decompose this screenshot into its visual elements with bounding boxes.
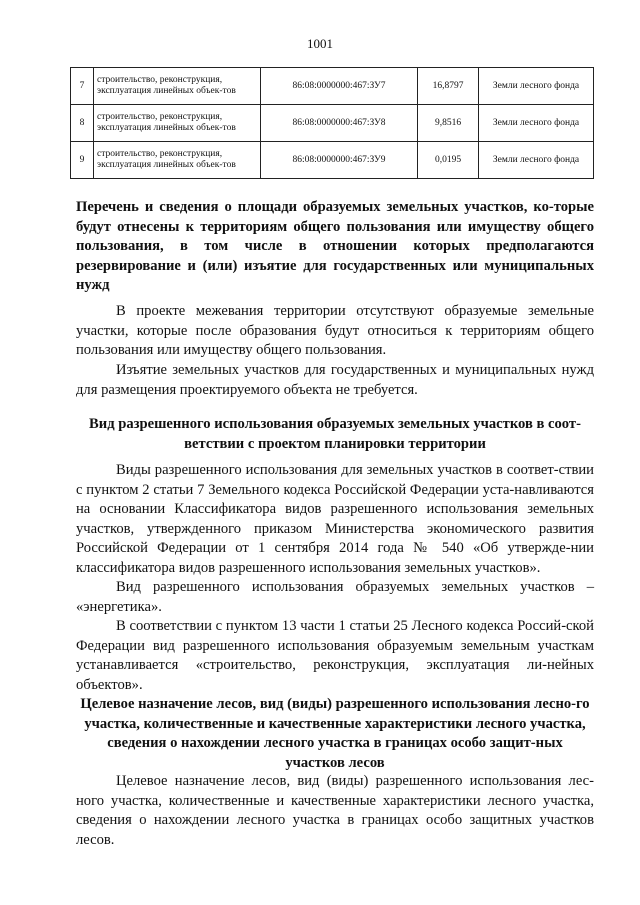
row-number: 7 <box>71 68 94 105</box>
paragraph-forest-purpose: Целевое назначение лесов, вид (виды) разрешенного использования лес-ного участка, количественные и качественные характеристики лесного участка, сведения о нахождении лесного участка в границах особо защитных участков лесов. <box>76 773 594 848</box>
paragraph-forest-code: В соответствии с пунктом 13 части 1 статьи 25 Лесного кодекса Россий-ской Федерации вид разрешенного использования образуемым земельным участкам устанавливается «строительство, реконструкция, эксплуатация ли-нейных объектов». <box>76 618 594 693</box>
table-row <box>71 68 594 105</box>
table-row <box>71 105 594 142</box>
row-number: 8 <box>71 105 94 142</box>
land-category-cell: Земли лесного фонда <box>479 142 594 179</box>
paragraph-classifier: Виды разрешенного использования для земельных участков в соответ-ствии с пунктом 2 статьи 7 Земельного кодекса Российской Федерации уста-навливаются на основании Классификатора видов разрешенного использования земельных участков, утвержденного приказом Министерства экономического развития Российской Федерации от 1 сентября 2014 года № 540 «Об утвержде-нии классификатора видов разрешенного использования земельных участков». <box>76 462 594 576</box>
page-number: 1001 <box>307 36 333 51</box>
paragraph-no-seizure: Изъятие земельных участков для государственных и муниципальных нужд для размещения проектируемого объекта не требуется. <box>76 362 594 398</box>
permitted-use-cell: строительство, реконструкция, эксплуатация линейных объек-тов <box>94 105 261 142</box>
paragraph-energy-use: Вид разрешенного использования образуемых земельных участков – «энергетика». <box>76 579 594 615</box>
land-category-cell: Земли лесного фонда <box>479 105 594 142</box>
row-number: 9 <box>71 142 94 179</box>
permitted-use-cell: строительство, реконструкция, эксплуатация линейных объек-тов <box>94 68 261 105</box>
parcels-table <box>70 67 594 179</box>
paragraph-no-public-parcels: В проекте межевания территории отсутствуют образуемые земельные участки, которые после образования будут относиться к территориям общего пользования или имуществу общего пользования. <box>76 303 594 358</box>
cadastral-number-cell: 86:08:0000000:467:ЗУ8 <box>261 105 418 142</box>
area-cell: 9,8516 <box>418 105 479 142</box>
area-cell: 0,0195 <box>418 142 479 179</box>
section-title-permitted-use: Вид разрешенного использования образуемых земельных участков в соот-ветствии с проектом планировки территории <box>89 416 581 452</box>
land-category-cell: Земли лесного фонда <box>479 68 594 105</box>
cadastral-number-cell: 86:08:0000000:467:ЗУ9 <box>261 142 418 179</box>
section-title-public-use-parcels: Перечень и сведения о площади образуемых земельных участков, ко-торые будут отнесены к территориям общего пользования или имуществу общего пользования, в том числе в отношении которых предполагаются резервирование и (или) изъятие для государственных или муниципальных нужд <box>76 199 594 293</box>
table-row <box>71 142 594 179</box>
permitted-use-cell: строительство, реконструкция, эксплуатация линейных объек-тов <box>94 142 261 179</box>
cadastral-number-cell: 86:08:0000000:467:ЗУ7 <box>261 68 418 105</box>
section-title-forest-purpose: Целевое назначение лесов, вид (виды) разрешенного использования лесно-го участка, количественные и качественные характеристики лесного участка, сведения о нахождении лесного участка в границах особо защит-ных участков лесов <box>80 696 590 771</box>
area-cell: 16,8797 <box>418 68 479 105</box>
